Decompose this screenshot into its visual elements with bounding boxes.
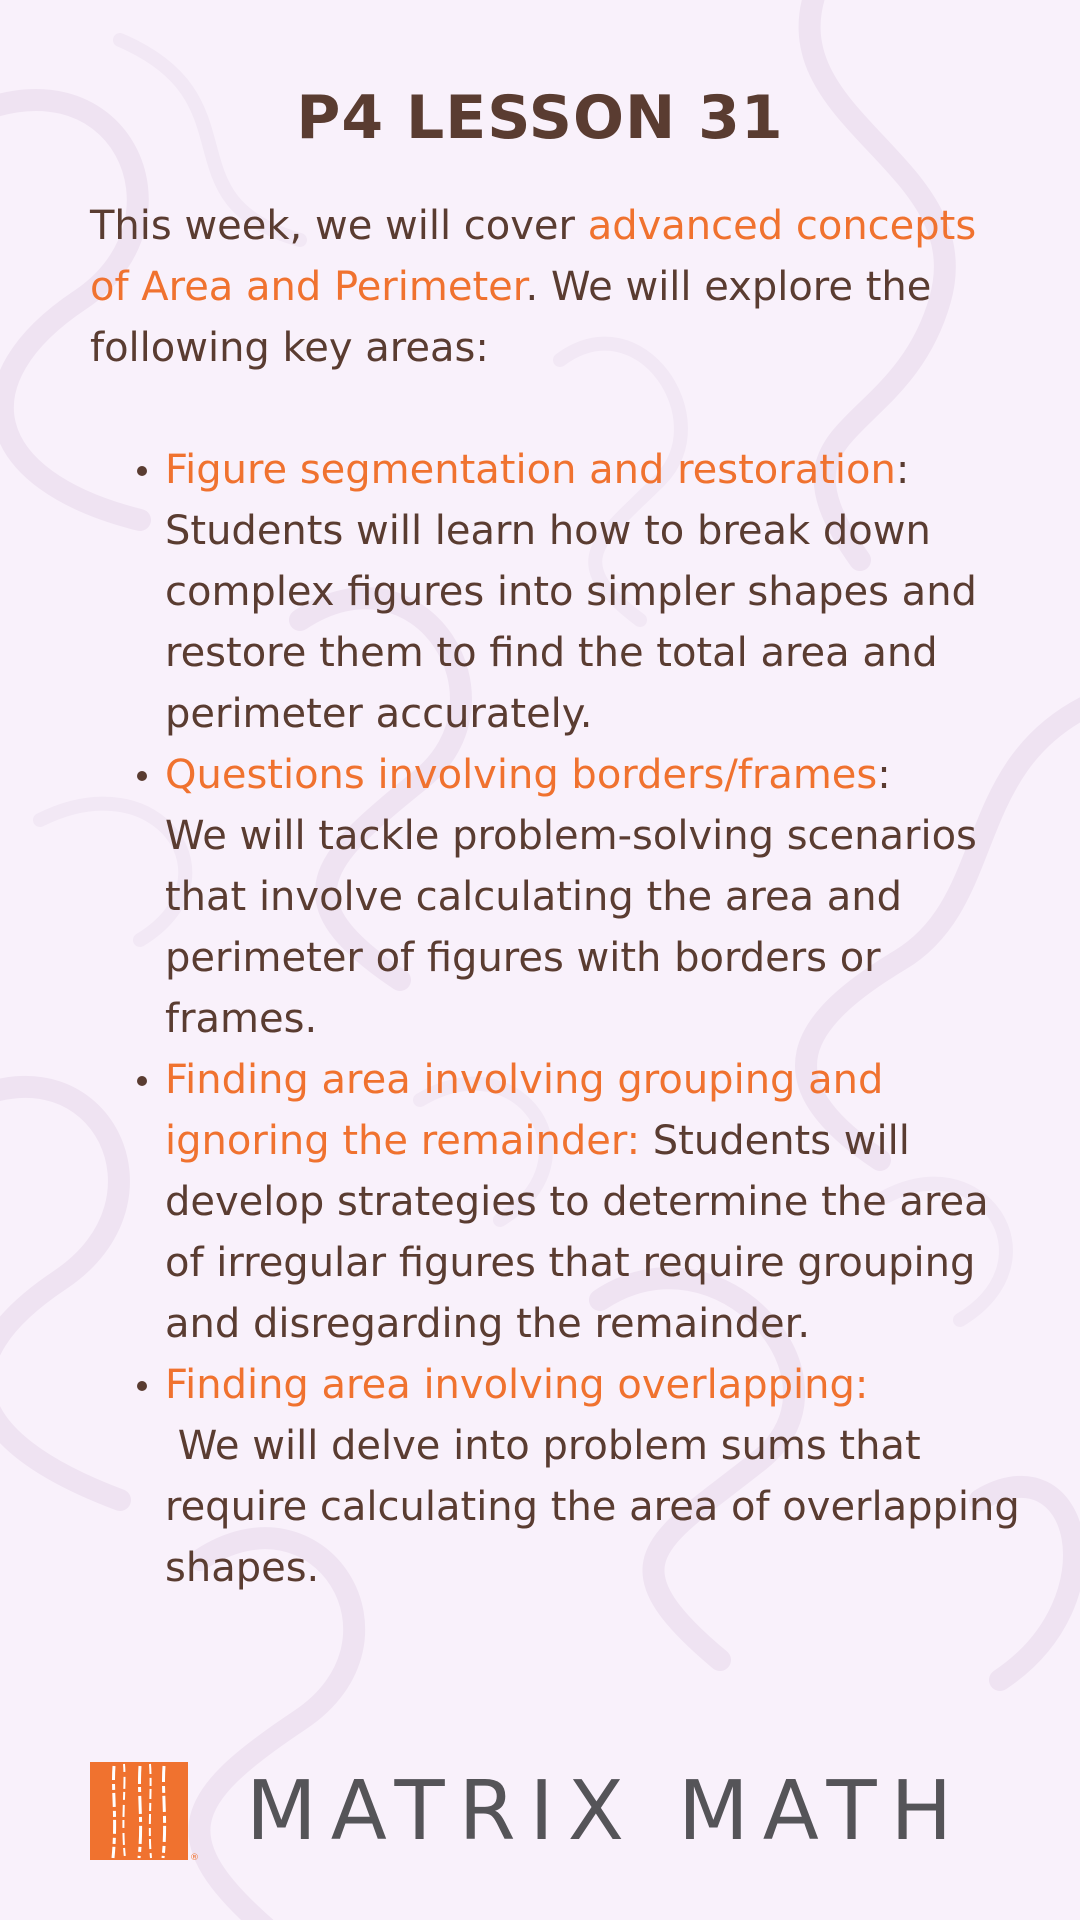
- topic-separator: :: [877, 752, 891, 798]
- intro-text-after: . We will explore the following key areas:: [90, 264, 932, 371]
- topic-list: [165, 440, 1025, 1599]
- topic-heading: Questions involving borders/frames: [165, 752, 878, 798]
- topic-item-borders-frames: [165, 745, 1025, 1050]
- topic-separator: :: [895, 447, 910, 493]
- topic-heading: Figure segmentation and restoration: [165, 447, 896, 493]
- topic-item-segmentation: [165, 440, 1025, 745]
- topic-description: Students will develop strategies to determine the area of irregular figures that require grouping and disregarding the remainder.: [165, 1118, 989, 1347]
- registered-mark: ®: [190, 1853, 199, 1862]
- topic-description: We will delve into problem sums that require calculating the area of overlapping shapes.: [165, 1423, 1020, 1591]
- topic-item-grouping-remainder: [165, 1050, 1025, 1355]
- matrix-math-logo-icon: [90, 1762, 202, 1862]
- intro-highlight: advanced concepts of Area and Perimeter: [90, 203, 977, 310]
- topic-description: We will tackle problem-solving scenarios that involve calculating the area and perimeter of figures with borders or frames.: [165, 813, 977, 1042]
- topic-heading: Finding area involving overlapping:: [165, 1362, 869, 1408]
- intro-paragraph: [90, 196, 1020, 379]
- topic-heading: Finding area involving grouping and ignoring the remainder:: [165, 1057, 884, 1164]
- page-title: P4 LESSON 31: [296, 83, 784, 153]
- brand-name: MATRIX MATH: [246, 1764, 967, 1859]
- intro-text-before: This week, we will cover: [90, 203, 588, 249]
- topic-description: Students will learn how to break down complex figures into simpler shapes and restore them to find the total area and perimeter accurately.: [165, 508, 977, 737]
- brand-footer: [90, 1762, 1020, 1862]
- topic-item-overlapping: [165, 1355, 1025, 1599]
